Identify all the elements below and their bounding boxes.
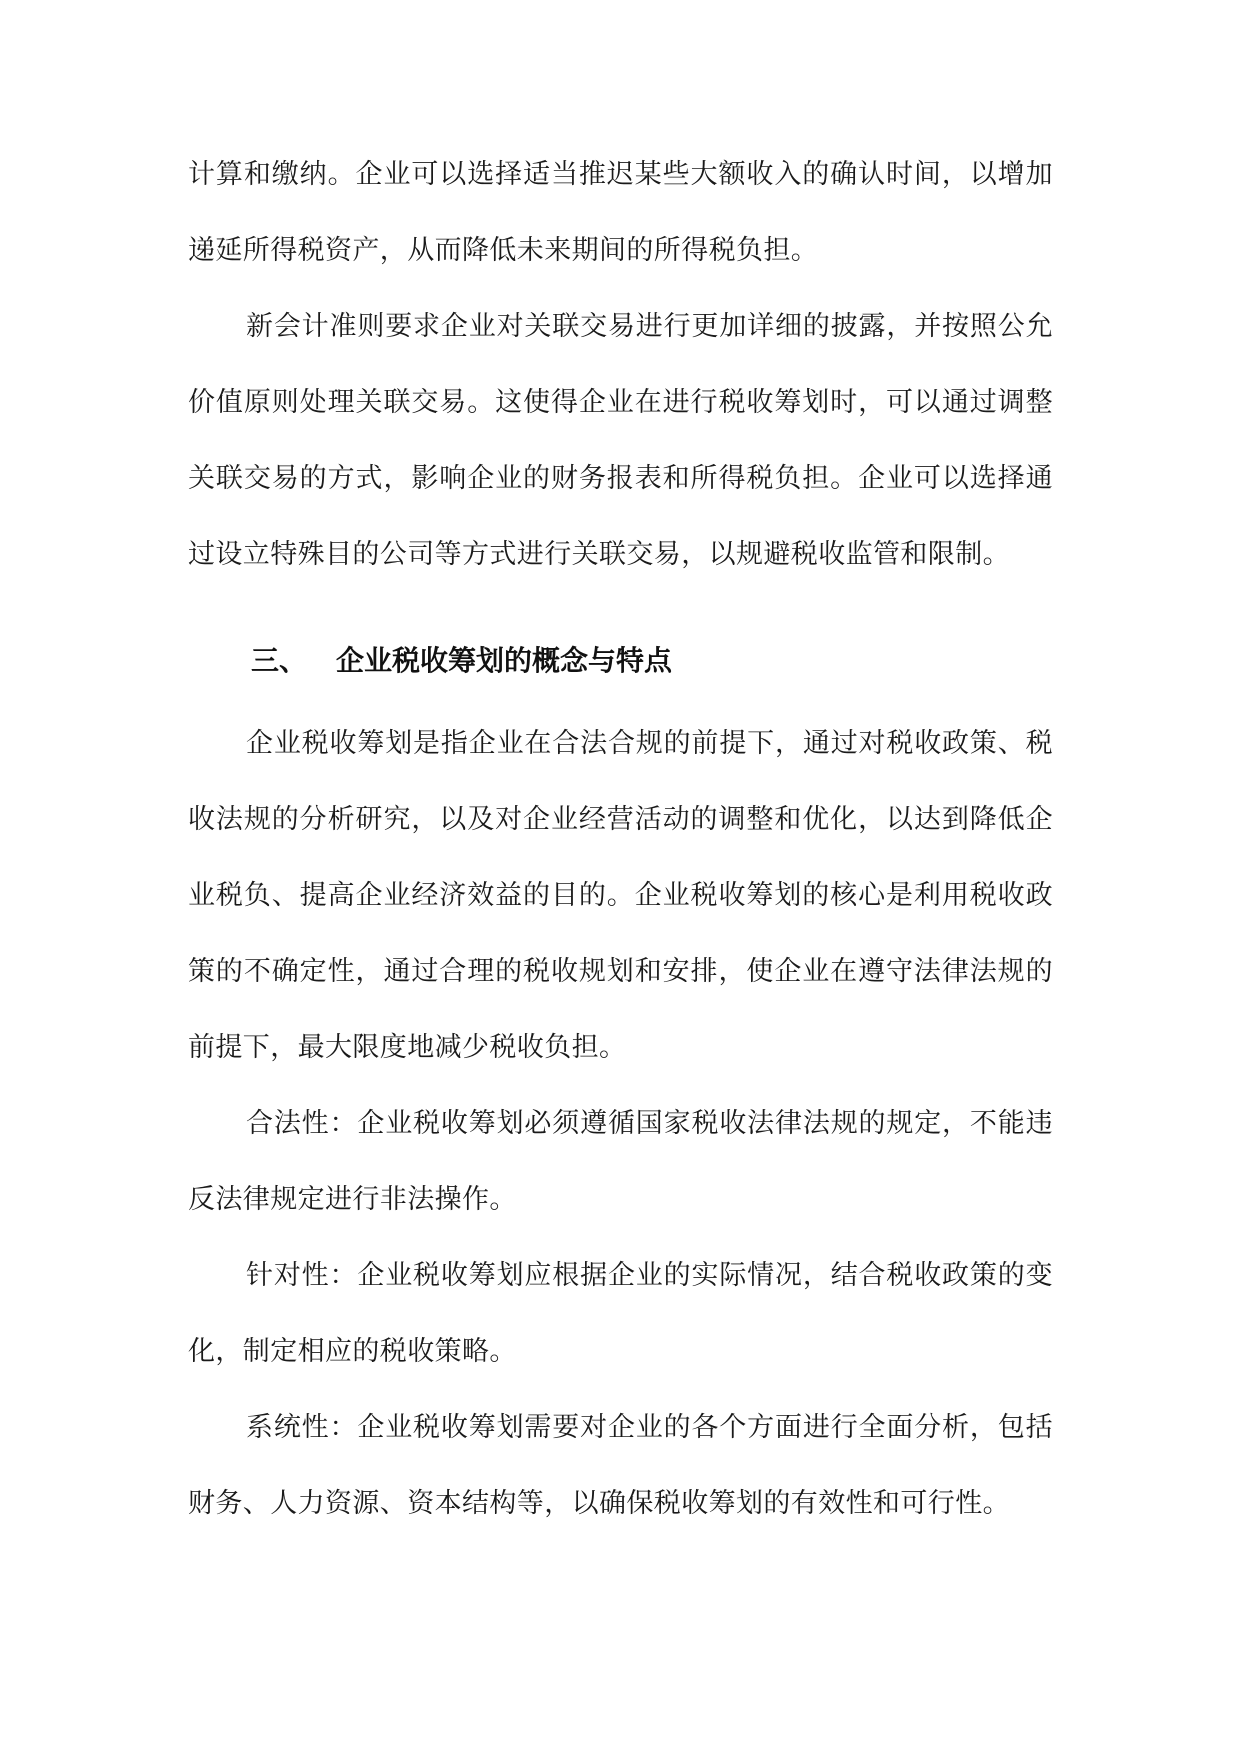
section-heading (188, 623, 1053, 699)
section-title: 企业税收筹划的概念与特点 (336, 644, 673, 677)
paragraph-tax-planning-definition: 企业税收筹划是指企业在合法合规的前提下，通过对税收政策、税收法规的分析研究，以及对企业经营活动的调整和优化，以达到降低企业税负、提高企业经济效益的目的。企业税收筹划的核心是利用税收政策的不确定性，通过合理的税收规划和安排，使企业在遵守法律法规的前提下，最大限度地减少税收负担。 (188, 728, 1053, 1063)
paragraph-pertinence: 针对性：企业税收筹划应根据企业的实际情况，结合税收政策的变化，制定相应的税收策略。 (188, 1260, 1053, 1367)
paragraph-continuation: 计算和缴纳。企业可以选择适当推迟某些大额收入的确认时间，以增加递延所得税资产，从而降低未来期间的所得税负担。 (188, 159, 1053, 266)
paragraph-related-party-transactions: 新会计准则要求企业对关联交易进行更加详细的披露，并按照公允价值原则处理关联交易。这使得企业在进行税收筹划时，可以通过调整关联交易的方式，影响企业的财务报表和所得税负担。企业可以选择通过设立特殊目的公司等方式进行关联交易，以规避税收监管和限制。 (188, 311, 1053, 570)
paragraph-systematicness: 系统性：企业税收筹划需要对企业的各个方面进行全面分析，包括财务、人力资源、资本结构等，以确保税收筹划的有效性和可行性。 (188, 1412, 1053, 1519)
section-number: 三、 (251, 644, 308, 677)
paragraph-legality: 合法性：企业税收筹划必须遵循国家税收法律法规的规定，不能违反法律规定进行非法操作。 (188, 1108, 1053, 1215)
document-body (188, 137, 1053, 1542)
